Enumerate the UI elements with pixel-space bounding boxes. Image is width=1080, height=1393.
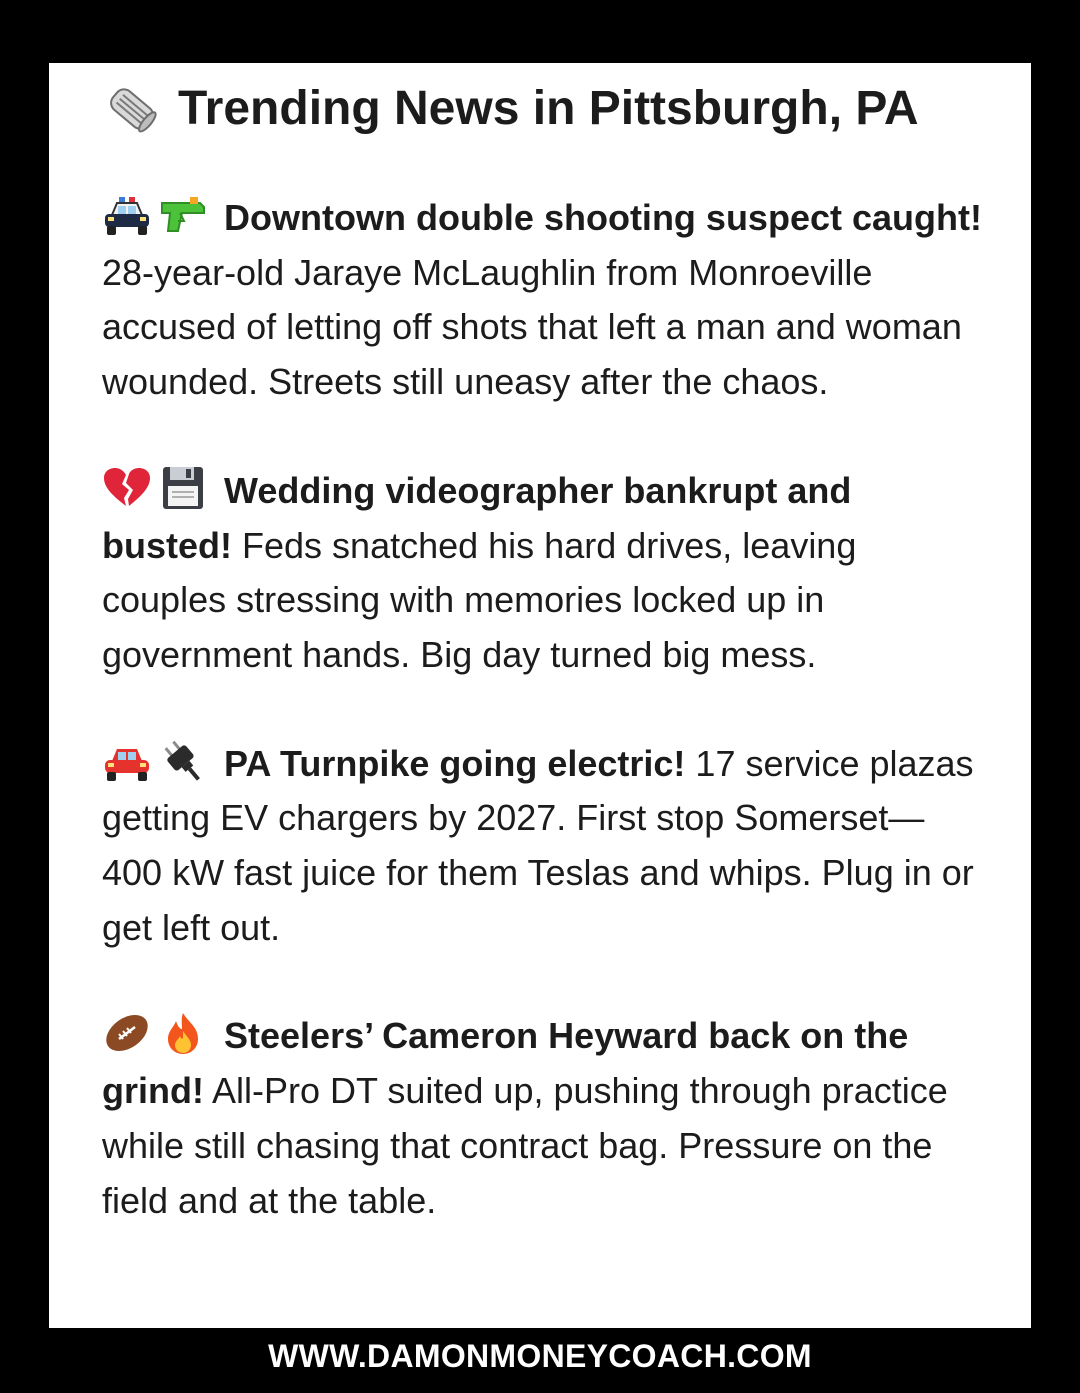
story-body: 28-year-old Jaraye McLaughlin from Monroeville accused of letting off shots that left a man and woman wounded. Streets still uneasy after the chaos. bbox=[102, 251, 962, 403]
story-body: Feds snatched his hard drives, leaving couples stressing with memories locked up in government hands. Big day turned big mess. bbox=[102, 524, 857, 675]
news-content bbox=[102, 79, 982, 1282]
story-body: 17 service plazas getting EV chargers by 2027. First stop Somerset—400 kW fast juice for them Teslas and whips. Plug in or get left out. bbox=[102, 742, 974, 948]
news-story bbox=[102, 191, 982, 410]
fire-icon bbox=[158, 1011, 208, 1055]
news-story bbox=[102, 464, 982, 683]
story-headline: Downtown double shooting suspect caught! bbox=[224, 197, 982, 238]
news-card bbox=[49, 63, 1031, 1328]
football-icon bbox=[102, 1011, 152, 1055]
news-story bbox=[102, 1009, 982, 1228]
police-car-icon bbox=[102, 193, 152, 237]
broken-heart-icon bbox=[102, 466, 152, 510]
story-headline: PA Turnpike going electric! bbox=[224, 742, 686, 784]
news-story bbox=[102, 737, 982, 956]
red-car-icon bbox=[102, 739, 152, 783]
rolled-newspaper-icon bbox=[102, 82, 162, 136]
floppy-disk-icon bbox=[158, 466, 208, 510]
story-headline: Steelers’ Cameron Heyward back on the grind! bbox=[102, 1015, 909, 1112]
page-title bbox=[102, 79, 982, 139]
page-title-text: Trending News in Pittsburgh, PA bbox=[178, 82, 919, 135]
footer-website: WWW.DAMONMONEYCOACH.COM bbox=[268, 1338, 812, 1374]
story-headline: Wedding videographer bankrupt and busted! bbox=[102, 469, 852, 566]
electric-plug-icon bbox=[158, 739, 208, 783]
water-pistol-icon bbox=[158, 193, 208, 237]
story-body: All-Pro DT suited up, pushing through practice while still chasing that contract bag. Pressure on the field and at the table. bbox=[102, 1070, 948, 1221]
